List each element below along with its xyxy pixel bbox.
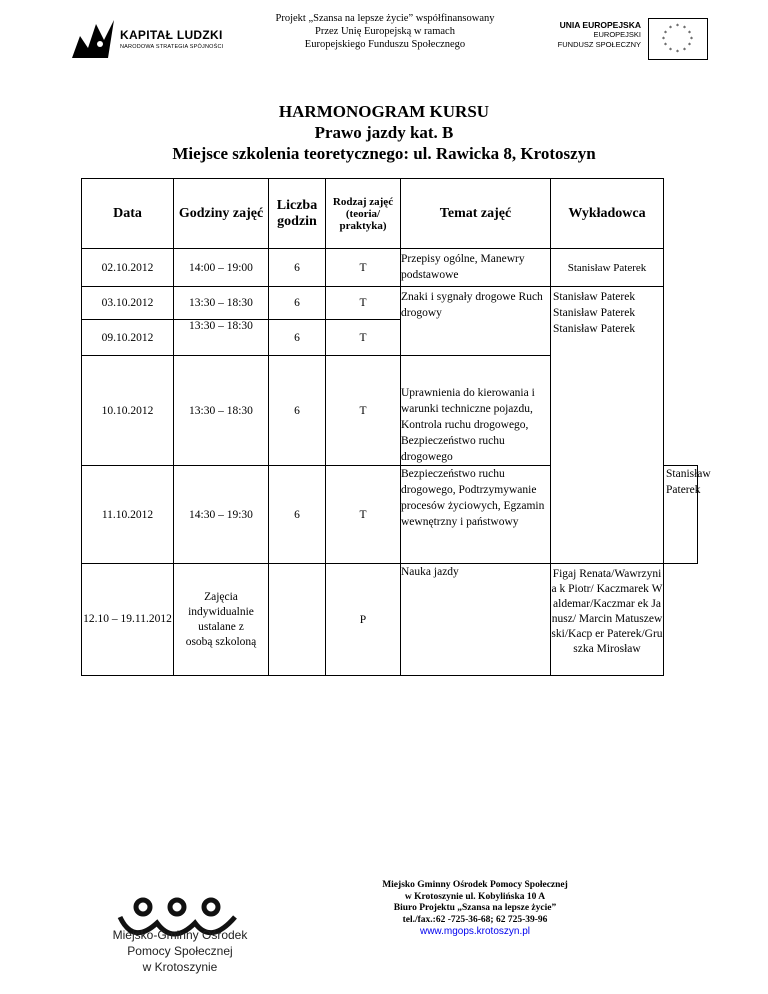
svg-text:*: *: [690, 36, 693, 43]
mgops-org-name: [95, 927, 265, 975]
org-line1: Miejsko-Gminny Ośrodek: [112, 928, 248, 942]
cell-hours: 13:30 – 18:30: [174, 320, 269, 356]
project-header-line1: Projekt „Szansa na lepsze życie” współfinansowany: [275, 13, 495, 24]
cell-topic: Nauka jazdy: [401, 564, 551, 676]
schedule-table: [81, 178, 711, 676]
project-header-line2: Przez Unię Europejską w ramach: [315, 26, 455, 37]
svg-text:*: *: [664, 30, 667, 37]
cell-date: 03.10.2012: [82, 287, 174, 320]
eu-logo-text: [545, 20, 641, 50]
website-link[interactable]: www.mgops.krotoszyn.pl: [419, 926, 531, 937]
cell-hours: 14:30 – 19:30: [174, 466, 269, 564]
schedule-title-line2: Prawo jazdy kat. B: [314, 123, 454, 142]
cell-date: 09.10.2012: [82, 320, 174, 356]
cell-hours: 14:00 – 19:00: [174, 249, 269, 287]
cell-count: 6: [269, 249, 326, 287]
kapital-ludzki-logo: [70, 18, 240, 62]
svg-text:*: *: [676, 23, 679, 30]
cell-type: T: [326, 249, 401, 287]
header-lecturer: Wykładowca: [551, 179, 664, 249]
svg-text:*: *: [688, 30, 691, 37]
cell-type: T: [326, 320, 401, 356]
cell-hours: 13:30 – 18:30: [174, 287, 269, 320]
kapital-ludzki-emblem-icon: [70, 18, 116, 62]
org-line3: w Krotoszynie: [142, 960, 218, 974]
header-type: Rodzaj zajęć (teoria/ praktyka): [326, 179, 401, 249]
cell-lecturer: Stanisław Paterek: [551, 249, 664, 287]
schedule-title-line1: HARMONOGRAM KURSU: [278, 102, 490, 121]
cell-topic: Bezpieczeństwo ruchu drogowego, Podtrzymywanie procesów życiowych, Egzamin wewnętrzny i państwowy: [401, 466, 551, 564]
org-line2: Pomocy Społecznej: [127, 944, 233, 958]
cell-count: 6: [269, 320, 326, 356]
cell-lecturer: Figaj Renata/Wawrzynia k Piotr/ Kaczmarek Waldemar/Kaczmar ek Janusz/ Marcin Matuszewski/Kacp er Paterek/Gruszka Mirosław: [551, 564, 664, 676]
cell-topic: Znaki i sygnały drogowe Ruch drogowy: [401, 287, 551, 356]
svg-text:*: *: [664, 42, 667, 49]
eu-logo-line2: EUROPEJSKI: [593, 30, 641, 39]
cell-type: T: [326, 287, 401, 320]
cell-count: 6: [269, 466, 326, 564]
cell-hours: 13:30 – 18:30: [174, 356, 269, 466]
cell-lecturer: Stanisław Paterek: [664, 466, 698, 564]
cell-date: 10.10.2012: [82, 356, 174, 466]
header-hours: Godziny zajęć: [174, 179, 269, 249]
cell-count: [269, 564, 326, 676]
eu-logo: [545, 18, 705, 60]
kapital-ludzki-subtitle: NARODOWA STRATEGIA SPÓJNOŚCI: [120, 44, 224, 50]
project-header-line3: Europejskiego Funduszu Społecznego: [304, 39, 466, 50]
svg-text:*: *: [669, 47, 672, 54]
header-count: Liczba godzin: [269, 179, 326, 249]
addr-line2: w Krotoszynie ul. Kobylińska 10 A: [404, 891, 546, 902]
kapital-ludzki-title: KAPITAŁ LUDZKI: [120, 28, 223, 42]
table-row: [82, 287, 698, 320]
cell-count: 6: [269, 287, 326, 320]
lecturer-text: Stanisław Paterek Stanisław Paterek: [553, 291, 636, 319]
cell-lecturer: [551, 287, 664, 564]
eu-flag-icon: [648, 18, 708, 60]
table-row: [82, 249, 698, 287]
project-header: [240, 12, 530, 51]
footer-address: [350, 880, 600, 939]
svg-text:*: *: [662, 36, 665, 43]
lecturer-text: Stanisław Paterek: [553, 323, 636, 335]
cell-count: 6: [269, 356, 326, 466]
cell-type: T: [326, 466, 401, 564]
header-topic: Temat zajęć: [401, 179, 551, 249]
cell-topic: Uprawnienia do kierowania i warunki techniczne pojazdu, Kontrola ruchu drogowego, Bezpieczeństwo ruchu drogowego: [401, 356, 551, 466]
eu-logo-line3: FUNDUSZ SPOŁECZNY: [557, 40, 641, 49]
svg-text:*: *: [683, 25, 686, 32]
cell-date: 12.10 – 19.11.2012: [82, 564, 174, 676]
addr-line3: Biuro Projektu „Szansa na lepsze życie”: [393, 903, 557, 913]
schedule-title-line3: Miejsce szkolenia teoretycznego: ul. Rawicka 8, Krotoszyn: [172, 144, 596, 163]
cell-type: P: [326, 564, 401, 676]
svg-text:*: *: [683, 47, 686, 54]
svg-text:*: *: [676, 49, 679, 56]
addr-line1: Miejsko Gminny Ośrodek Pomocy Społecznej: [382, 880, 568, 890]
eu-logo-line1: UNIA EUROPEJSKA: [559, 20, 641, 30]
table-header-row: [82, 179, 698, 249]
table-row: [82, 564, 698, 676]
cell-type: T: [326, 356, 401, 466]
cell-topic: Przepisy ogólne, Manewry podstawowe: [401, 249, 551, 287]
header-date: Data: [82, 179, 174, 249]
cell-hours: Zajęcia indywidualnie ustalane z osobą szkoloną: [174, 564, 269, 676]
svg-text:*: *: [688, 42, 691, 49]
addr-line4: tel./fax.:62 -725-36-68; 62 725-39-96: [402, 914, 548, 925]
svg-text:*: *: [669, 25, 672, 32]
cell-date: 02.10.2012: [82, 249, 174, 287]
cell-date: 11.10.2012: [82, 466, 174, 564]
schedule-title: [0, 101, 768, 164]
